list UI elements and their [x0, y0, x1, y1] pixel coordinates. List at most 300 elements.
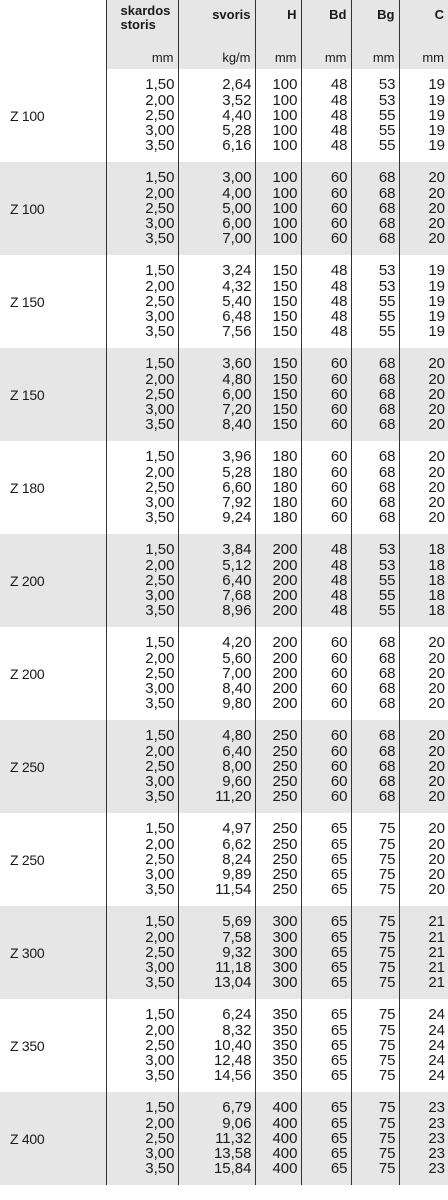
value-h: 350: [272, 1006, 298, 1024]
value-thickness: 2,50: [145, 1129, 175, 1147]
value-thickness: 3,50: [145, 602, 175, 620]
value-c: 19: [428, 262, 445, 280]
value-bg: 75: [378, 928, 396, 946]
value-h: 400: [272, 1145, 298, 1163]
value-bd: 60: [330, 416, 348, 434]
value-bg: 68: [378, 664, 396, 682]
cell-h: [255, 534, 301, 627]
value-c: 24: [428, 1021, 445, 1039]
value-bg: 68: [378, 742, 396, 760]
value-bg: 55: [378, 292, 396, 310]
cell-weight: [178, 813, 255, 906]
value-h: 100: [272, 169, 298, 187]
value-weight: 3,84: [222, 541, 252, 559]
value-weight: 8,40: [222, 680, 252, 698]
unit-thickness: mm: [106, 46, 178, 69]
cell-bd: [301, 906, 351, 999]
cell-c: [399, 1092, 448, 1185]
value-weight: 11,54: [215, 881, 252, 899]
cell-weight: [178, 441, 255, 534]
value-thickness: 2,00: [145, 184, 175, 202]
value-h: 300: [272, 943, 298, 961]
value-h: 150: [272, 355, 298, 373]
table-row: [0, 255, 448, 348]
cell-thickness: [106, 348, 178, 441]
profile-name: Z 200: [0, 534, 106, 627]
cell-weight: [178, 627, 255, 720]
value-bd: 65: [330, 1067, 348, 1085]
value-thickness: 2,50: [145, 1036, 175, 1054]
value-h: 150: [272, 308, 298, 326]
value-bd: 48: [330, 137, 348, 155]
cell-weight: [178, 69, 255, 162]
value-h: 200: [272, 541, 298, 559]
unit-h: mm: [255, 46, 301, 69]
value-h: 250: [272, 773, 298, 791]
value-thickness: 2,50: [145, 106, 175, 124]
cell-bg: [351, 441, 399, 534]
header-weight: svoris: [178, 0, 255, 46]
value-h: 200: [272, 602, 298, 620]
value-weight: 6,62: [222, 835, 252, 853]
value-c: 18: [428, 602, 445, 620]
value-h: 150: [272, 370, 298, 388]
value-bd: 60: [330, 463, 348, 481]
value-weight: 15,84: [213, 1160, 252, 1178]
value-h: 180: [272, 478, 298, 496]
value-weight: 5,28: [222, 122, 252, 140]
value-bg: 68: [378, 416, 396, 434]
cell-h: [255, 627, 301, 720]
value-thickness: 2,00: [145, 1114, 175, 1132]
value-bg: 75: [378, 959, 396, 977]
value-h: 150: [272, 262, 298, 280]
value-bg: 68: [378, 680, 396, 698]
value-c: 24: [428, 1052, 445, 1070]
value-weight: 11,18: [215, 959, 252, 977]
value-bg: 68: [378, 184, 396, 202]
value-bg: 75: [378, 1067, 396, 1085]
value-bg: 53: [378, 262, 396, 280]
value-c: 20: [428, 401, 445, 419]
value-bg: 55: [378, 122, 396, 140]
value-c: 20: [428, 230, 445, 248]
value-bd: 48: [330, 106, 348, 124]
value-weight: 6,00: [222, 215, 252, 233]
value-c: 19: [428, 277, 445, 295]
table-row: [0, 69, 448, 162]
value-bd: 48: [330, 122, 348, 140]
value-bg: 68: [378, 401, 396, 419]
header-bg: Bg: [351, 0, 399, 46]
value-thickness: 3,50: [145, 974, 175, 992]
value-thickness: 2,00: [145, 835, 175, 853]
value-weight: 5,12: [222, 556, 252, 574]
value-h: 180: [272, 494, 298, 512]
cell-c: [399, 999, 448, 1092]
value-weight: 8,24: [222, 850, 252, 868]
value-c: 20: [428, 680, 445, 698]
value-weight: 6,48: [222, 308, 252, 326]
value-c: 19: [428, 308, 445, 326]
value-c: 19: [428, 292, 445, 310]
cell-thickness: [106, 69, 178, 162]
cell-bd: [301, 1092, 351, 1185]
value-weight: 10,40: [213, 1036, 252, 1054]
value-c: 20: [428, 494, 445, 512]
header-c: C: [399, 0, 448, 46]
value-thickness: 2,00: [145, 277, 175, 295]
value-h: 150: [272, 277, 298, 295]
value-bg: 55: [378, 137, 396, 155]
cell-c: [399, 348, 448, 441]
value-weight: 3,96: [222, 448, 252, 466]
value-c: 19: [428, 137, 445, 155]
cell-bg: [351, 255, 399, 348]
value-c: 18: [428, 556, 445, 574]
value-bd: 48: [330, 308, 348, 326]
value-thickness: 2,00: [145, 91, 175, 109]
value-thickness: 3,50: [145, 695, 175, 713]
value-thickness: 1,50: [145, 820, 175, 838]
value-bg: 55: [378, 308, 396, 326]
value-weight: 7,68: [222, 587, 252, 605]
value-bd: 65: [330, 913, 348, 931]
cell-c: [399, 813, 448, 906]
value-h: 150: [272, 323, 298, 341]
cell-h: [255, 441, 301, 534]
cell-bd: [301, 720, 351, 813]
value-thickness: 2,00: [145, 556, 175, 574]
value-thickness: 3,50: [145, 323, 175, 341]
cell-bd: [301, 534, 351, 627]
value-c: 20: [428, 448, 445, 466]
value-h: 180: [272, 448, 298, 466]
value-h: 250: [272, 757, 298, 775]
value-thickness: 1,50: [145, 634, 175, 652]
value-weight: 7,20: [222, 401, 252, 419]
value-weight: 11,20: [215, 788, 252, 806]
value-h: 100: [272, 91, 298, 109]
value-bg: 75: [378, 1006, 396, 1024]
value-thickness: 3,00: [145, 866, 175, 884]
cell-bg: [351, 69, 399, 162]
cell-weight: [178, 906, 255, 999]
cell-thickness: [106, 441, 178, 534]
value-c: 20: [428, 727, 445, 745]
value-h: 400: [272, 1099, 298, 1117]
table-row: [0, 813, 448, 906]
value-h: 300: [272, 974, 298, 992]
value-bg: 75: [378, 866, 396, 884]
profile-name: Z 100: [0, 162, 106, 255]
table-row: [0, 162, 448, 255]
value-h: 350: [272, 1036, 298, 1054]
value-thickness: 1,50: [145, 355, 175, 373]
value-h: 200: [272, 664, 298, 682]
value-bg: 75: [378, 850, 396, 868]
value-h: 350: [272, 1021, 298, 1039]
header-blank: [0, 0, 106, 46]
unit-weight: kg/m: [178, 46, 255, 69]
cell-c: [399, 627, 448, 720]
cell-h: [255, 162, 301, 255]
profile-name: Z 150: [0, 255, 106, 348]
cell-weight: [178, 1092, 255, 1185]
value-bg: 68: [378, 448, 396, 466]
value-bd: 65: [330, 1036, 348, 1054]
value-weight: 7,00: [222, 664, 252, 682]
cell-h: [255, 813, 301, 906]
value-bd: 65: [330, 974, 348, 992]
value-weight: 9,24: [222, 509, 252, 527]
cell-h: [255, 69, 301, 162]
value-weight: 4,20: [222, 634, 252, 652]
value-thickness: 3,00: [145, 1145, 175, 1163]
cell-h: [255, 906, 301, 999]
value-c: 18: [428, 571, 445, 589]
value-weight: 5,28: [222, 463, 252, 481]
value-bd: 48: [330, 541, 348, 559]
value-c: 21: [428, 959, 445, 977]
value-bg: 55: [378, 571, 396, 589]
value-c: 20: [428, 416, 445, 434]
value-weight: 4,80: [222, 727, 252, 745]
value-thickness: 1,50: [145, 448, 175, 466]
value-weight: 4,80: [222, 370, 252, 388]
value-thickness: 2,50: [145, 292, 175, 310]
value-bd: 65: [330, 928, 348, 946]
value-bd: 65: [330, 835, 348, 853]
value-h: 250: [272, 881, 298, 899]
unit-bd: mm: [301, 46, 351, 69]
value-c: 19: [428, 122, 445, 140]
value-weight: 2,64: [222, 76, 252, 94]
cell-c: [399, 69, 448, 162]
profile-name: Z 150: [0, 348, 106, 441]
value-c: 20: [428, 355, 445, 373]
cell-thickness: [106, 534, 178, 627]
value-h: 300: [272, 913, 298, 931]
unit-blank: [0, 46, 106, 69]
value-bd: 65: [330, 1129, 348, 1147]
value-bd: 60: [330, 727, 348, 745]
value-thickness: 3,00: [145, 959, 175, 977]
table-row: [0, 534, 448, 627]
value-c: 21: [428, 943, 445, 961]
value-weight: 3,60: [222, 355, 252, 373]
cell-weight: [178, 999, 255, 1092]
value-thickness: 3,50: [145, 416, 175, 434]
value-h: 100: [272, 76, 298, 94]
value-bd: 60: [330, 788, 348, 806]
value-h: 150: [272, 416, 298, 434]
value-c: 20: [428, 664, 445, 682]
value-h: 250: [272, 788, 298, 806]
value-bg: 75: [378, 1145, 396, 1163]
value-bd: 48: [330, 262, 348, 280]
value-bg: 75: [378, 1036, 396, 1054]
cell-thickness: [106, 255, 178, 348]
value-weight: 9,60: [222, 773, 252, 791]
cell-c: [399, 534, 448, 627]
value-bd: 60: [330, 634, 348, 652]
value-weight: 14,56: [213, 1067, 252, 1085]
value-bd: 60: [330, 494, 348, 512]
value-bg: 75: [378, 835, 396, 853]
value-bg: 75: [378, 943, 396, 961]
value-c: 23: [428, 1114, 445, 1132]
value-thickness: 1,50: [145, 1099, 175, 1117]
table-row: [0, 1092, 448, 1185]
value-c: 19: [428, 106, 445, 124]
table-body: [0, 69, 448, 1185]
cell-c: [399, 162, 448, 255]
value-c: 20: [428, 881, 445, 899]
value-c: 20: [428, 835, 445, 853]
cell-bg: [351, 627, 399, 720]
value-bd: 65: [330, 1052, 348, 1070]
value-h: 300: [272, 959, 298, 977]
value-weight: 6,16: [222, 137, 252, 155]
value-bg: 68: [378, 788, 396, 806]
value-c: 20: [428, 184, 445, 202]
value-c: 24: [428, 1067, 445, 1085]
value-c: 20: [428, 788, 445, 806]
value-c: 18: [428, 541, 445, 559]
table-row: [0, 999, 448, 1092]
header-h: H: [255, 0, 301, 46]
value-bg: 68: [378, 230, 396, 248]
value-bd: 65: [330, 850, 348, 868]
value-thickness: 1,50: [145, 727, 175, 745]
value-bg: 68: [378, 494, 396, 512]
value-bg: 75: [378, 1099, 396, 1117]
value-bd: 60: [330, 199, 348, 217]
value-c: 23: [428, 1099, 445, 1117]
value-h: 100: [272, 106, 298, 124]
value-bd: 65: [330, 866, 348, 884]
value-weight: 6,40: [222, 742, 252, 760]
cell-bg: [351, 534, 399, 627]
value-bd: 65: [330, 820, 348, 838]
value-h: 150: [272, 385, 298, 403]
value-bg: 75: [378, 1160, 396, 1178]
value-c: 20: [428, 463, 445, 481]
value-weight: 7,92: [222, 494, 252, 512]
value-c: 19: [428, 323, 445, 341]
value-weight: 5,69: [222, 913, 252, 931]
value-c: 24: [428, 1006, 445, 1024]
value-h: 100: [272, 215, 298, 233]
value-bd: 48: [330, 91, 348, 109]
value-thickness: 2,50: [145, 385, 175, 403]
value-weight: 6,40: [222, 571, 252, 589]
value-bg: 55: [378, 106, 396, 124]
value-bd: 60: [330, 448, 348, 466]
cell-h: [255, 348, 301, 441]
table-row: [0, 906, 448, 999]
value-thickness: 1,50: [145, 76, 175, 94]
value-weight: 3,52: [222, 91, 252, 109]
value-h: 250: [272, 866, 298, 884]
value-c: 20: [428, 634, 445, 652]
value-c: 20: [428, 742, 445, 760]
cell-bd: [301, 999, 351, 1092]
value-bg: 68: [378, 634, 396, 652]
value-thickness: 2,00: [145, 742, 175, 760]
value-bd: 65: [330, 1114, 348, 1132]
value-weight: 3,24: [222, 262, 252, 280]
cell-bg: [351, 720, 399, 813]
value-bg: 53: [378, 76, 396, 94]
value-bg: 68: [378, 727, 396, 745]
value-weight: 7,58: [222, 928, 252, 946]
value-h: 250: [272, 850, 298, 868]
value-bd: 48: [330, 277, 348, 295]
value-weight: 6,00: [222, 385, 252, 403]
value-bd: 60: [330, 649, 348, 667]
value-c: 21: [428, 928, 445, 946]
cell-h: [255, 999, 301, 1092]
value-h: 100: [272, 230, 298, 248]
value-bd: 65: [330, 1145, 348, 1163]
value-c: 20: [428, 509, 445, 527]
value-bd: 60: [330, 370, 348, 388]
value-h: 400: [272, 1129, 298, 1147]
value-weight: 9,06: [222, 1114, 252, 1132]
value-h: 350: [272, 1052, 298, 1070]
value-thickness: 3,00: [145, 308, 175, 326]
value-bd: 48: [330, 602, 348, 620]
table-row: [0, 720, 448, 813]
cell-bd: [301, 255, 351, 348]
value-thickness: 1,50: [145, 541, 175, 559]
value-weight: 5,60: [222, 649, 252, 667]
value-bg: 75: [378, 1114, 396, 1132]
value-bg: 75: [378, 1052, 396, 1070]
value-bd: 60: [330, 509, 348, 527]
value-thickness: 1,50: [145, 262, 175, 280]
value-h: 400: [272, 1114, 298, 1132]
value-c: 20: [428, 215, 445, 233]
table-row: [0, 348, 448, 441]
value-h: 180: [272, 509, 298, 527]
cell-bg: [351, 162, 399, 255]
value-thickness: 3,00: [145, 122, 175, 140]
cell-bg: [351, 906, 399, 999]
value-bg: 75: [378, 913, 396, 931]
value-thickness: 2,50: [145, 943, 175, 961]
value-c: 19: [428, 91, 445, 109]
cell-c: [399, 720, 448, 813]
value-c: 20: [428, 866, 445, 884]
value-thickness: 3,00: [145, 1052, 175, 1070]
value-weight: 4,00: [222, 184, 252, 202]
value-bg: 75: [378, 820, 396, 838]
cell-h: [255, 1092, 301, 1185]
value-c: 20: [428, 370, 445, 388]
value-thickness: 3,00: [145, 494, 175, 512]
value-h: 100: [272, 184, 298, 202]
value-bg: 68: [378, 695, 396, 713]
cell-thickness: [106, 1092, 178, 1185]
value-weight: 4,97: [222, 820, 252, 838]
value-weight: 6,24: [222, 1006, 252, 1024]
value-bg: 68: [378, 649, 396, 667]
value-thickness: 2,50: [145, 199, 175, 217]
cell-bd: [301, 813, 351, 906]
